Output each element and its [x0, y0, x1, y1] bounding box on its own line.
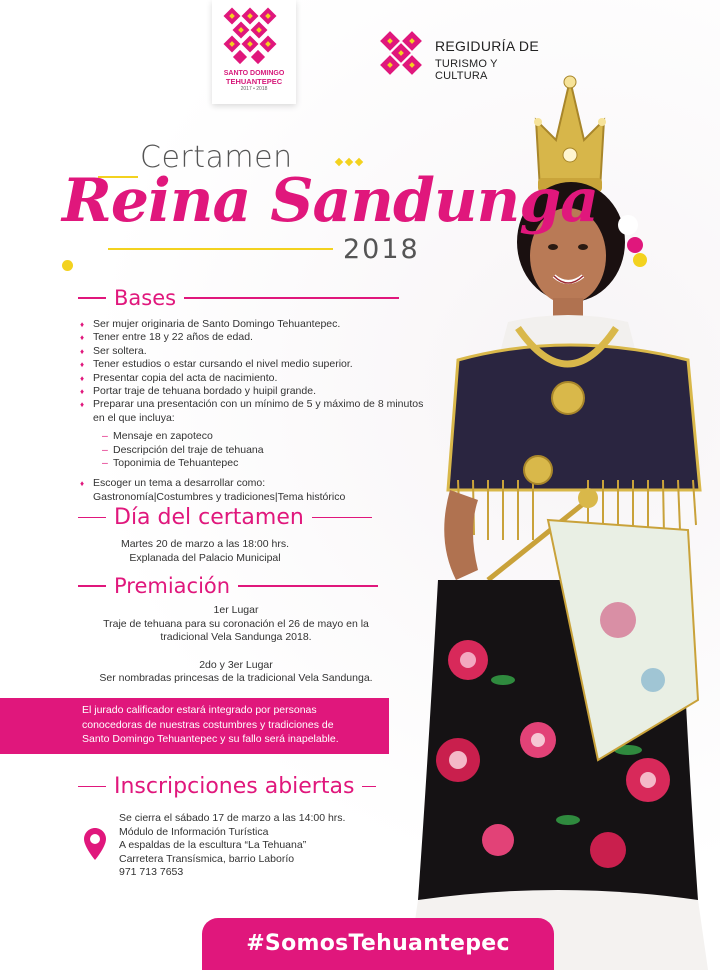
list-item: ♦ Portar traje de tehuana bordado y huipil grande.	[80, 385, 500, 398]
hashtag-banner: #SomosTehuantepec	[202, 918, 554, 970]
heading-dash	[78, 786, 106, 788]
heading-dash	[312, 517, 372, 519]
bases-list	[80, 318, 500, 504]
first-place-line2: tradicional Vela Sandunga 2018.	[160, 631, 312, 643]
dia-heading-text: Día del certamen	[114, 505, 304, 530]
dia-details	[90, 538, 320, 565]
heading-dash	[184, 297, 399, 299]
sub-item: – Toponimia de Tehuantepec	[80, 457, 500, 470]
first-place-title: 1er Lugar	[213, 604, 259, 616]
ins-line4: Carretera Transísmica, barrio Laborío	[119, 852, 295, 865]
municipal-logo	[212, 0, 296, 104]
ins-phone: 971 713 7653	[119, 866, 184, 879]
jury-line1: El jurado calificador estará integrado por personas	[82, 704, 317, 716]
list-item: ♦ Ser soltera.	[80, 345, 500, 358]
first-place-line1: Traje de tehuana para su coronación el 26 de mayo en la	[103, 617, 369, 630]
sub-item: – Mensaje en zapoteco	[80, 430, 500, 443]
sub-item: – Descripción del traje de tehuana	[80, 444, 500, 457]
title-main: Reina Sandunga	[62, 166, 599, 236]
jury-text	[82, 703, 382, 747]
title-year: 2018	[343, 234, 420, 265]
dia-line1: Martes 20 de marzo a las 18:00 hrs.	[120, 538, 290, 550]
list-item: ♦ Ser mujer originaria de Santo Domingo Tehuantepec.	[80, 318, 500, 331]
premiacion-details	[70, 604, 402, 686]
municipal-logo-years: 2017 • 2018	[240, 86, 268, 92]
municipal-logo-line1: SANTO DOMINGO	[223, 70, 285, 77]
heading-dash	[238, 585, 378, 587]
list-item: ♦ Tener estudios o estar cursando el nivel medio superior.	[80, 358, 500, 371]
title-pre: Certamen	[140, 140, 293, 175]
inscripciones-heading-text: Inscripciones abiertas	[114, 774, 355, 799]
regiduria-line1: REGIDURÍA DE	[435, 38, 539, 54]
ins-line2: Módulo de Información Turística	[119, 825, 269, 838]
topic-options: Gastronomía|Costumbres y tradiciones|Tema histórico	[93, 490, 346, 503]
map-pin-icon	[84, 828, 106, 860]
premiacion-heading	[78, 574, 378, 598]
jury-line2: conocedoras de nuestras costumbres y tradiciones de	[82, 718, 334, 731]
dia-heading	[78, 505, 372, 530]
second-place-title: 2do y 3er Lugar	[199, 658, 273, 671]
ins-line3: A espaldas de la escultura “La Tehuana”	[119, 839, 307, 852]
heading-dash	[78, 585, 106, 587]
dia-line2: Explanada del Palacio Municipal	[129, 551, 281, 564]
ins-line1: Se cierra el sábado 17 de marzo a las 14:00 hrs.	[119, 812, 346, 824]
list-item: ♦ Escoger un tema a desarrollar como:	[80, 477, 500, 490]
inscripciones-heading	[78, 774, 376, 799]
yellow-dot	[62, 260, 73, 271]
heading-dash	[362, 786, 376, 788]
bases-heading	[78, 286, 399, 310]
second-place-line1: Ser nombradas princesas de la tradicional Vela Sandunga.	[99, 672, 373, 684]
list-item: ♦ Presentar copia del acta de nacimiento.	[80, 372, 500, 385]
list-item: ♦ Tener entre 18 y 22 años de edad.	[80, 331, 500, 344]
municipal-pattern-icon	[222, 6, 286, 68]
heading-dash	[78, 517, 106, 519]
list-item-continuation: en el que incluya:	[93, 411, 175, 424]
inscripciones-details	[119, 812, 345, 880]
heading-dash	[78, 297, 106, 299]
jury-banner	[0, 698, 389, 754]
list-item: ♦ Preparar una presentación con un mínimo de 5 y máximo de 8 minutos	[80, 398, 500, 411]
title-line-bottom	[108, 248, 333, 250]
premiacion-heading-text: Premiación	[114, 574, 231, 598]
municipal-logo-line2: TEHUANTEPEC	[225, 77, 283, 86]
regiduria-line2: TURISMO Y CULTURA	[435, 58, 498, 82]
jury-line3: Santo Domingo Tehuantepec y su fallo será inapelable.	[82, 733, 339, 745]
bases-heading-text: Bases	[114, 286, 177, 310]
